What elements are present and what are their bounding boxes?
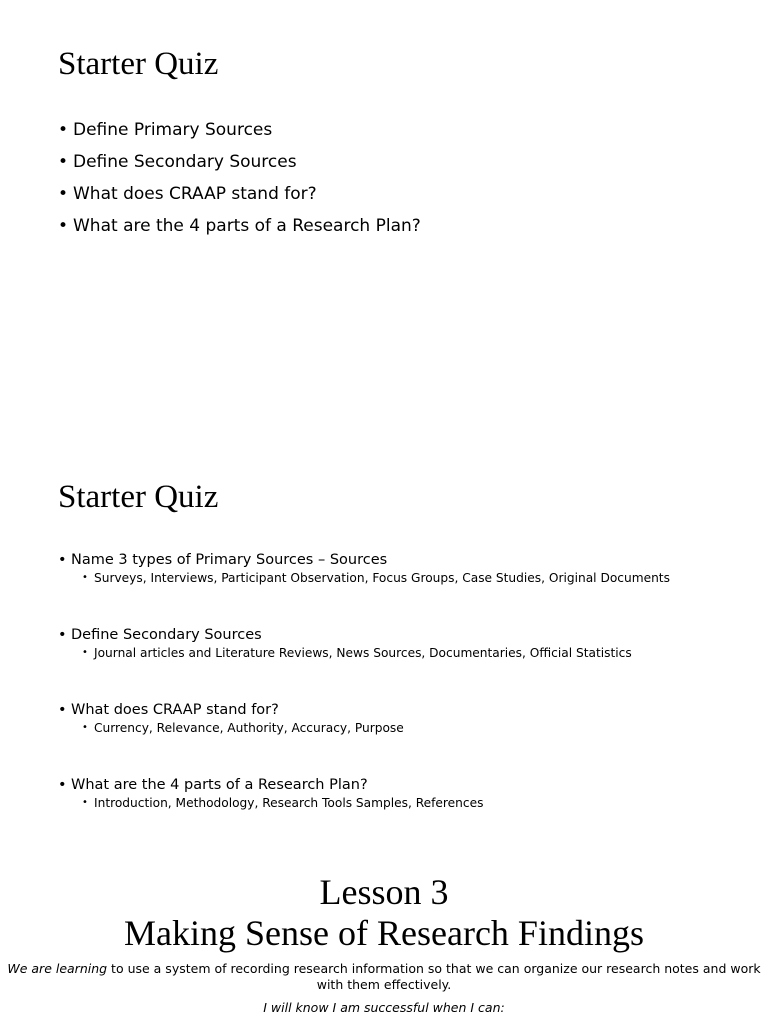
learning-objective-text: to use a system of recording research information so that we can organize our research notes and work with them effectively. <box>107 961 761 992</box>
quiz-question <box>58 625 670 645</box>
quiz-answer-text: Surveys, Interviews, Participant Observation, Focus Groups, Case Studies, Original Documents <box>94 571 670 585</box>
slide1-bullet <box>58 146 421 178</box>
bullet-dot-icon: • <box>82 647 88 658</box>
slide1-bullet-text: What does CRAAP stand for? <box>73 184 317 204</box>
success-criteria-intro: I will know I am successful when I can: <box>263 1000 505 1015</box>
quiz-answer <box>58 645 670 661</box>
quiz-answer-text: Introduction, Methodology, Research Tools Samples, References <box>94 796 484 810</box>
bullet-dot-icon: • <box>58 702 67 718</box>
slide1-bullet <box>58 114 421 146</box>
bullet-dot-icon: • <box>58 777 67 793</box>
slide1-title: Starter Quiz <box>58 46 219 82</box>
quiz-answer-text: Currency, Relevance, Authority, Accuracy, Purpose <box>94 721 404 735</box>
slide2-bullet-list <box>58 550 670 811</box>
slide2-title: Starter Quiz <box>58 479 219 515</box>
bullet-dot-icon: • <box>82 722 88 733</box>
quiz-answer <box>58 570 670 586</box>
quiz-question <box>58 700 670 720</box>
bullet-dot-icon: • <box>58 627 67 643</box>
quiz-question-text: Define Secondary Sources <box>71 627 262 643</box>
slide1-bullet-list <box>58 114 421 242</box>
lesson-title-heading: Making Sense of Research Findings <box>124 913 644 953</box>
slide1-bullet-text: Define Secondary Sources <box>73 152 297 172</box>
lesson-number-heading: Lesson 3 <box>319 872 449 912</box>
slide1-bullet-text: Define Primary Sources <box>73 120 273 140</box>
quiz-answer-text: Journal articles and Literature Reviews, News Sources, Documentaries, Official Statistics <box>94 646 632 660</box>
quiz-question <box>58 775 670 795</box>
bullet-dot-icon: • <box>58 552 67 568</box>
bullet-dot-icon: • <box>58 120 69 140</box>
quiz-question-text: What are the 4 parts of a Research Plan? <box>71 777 368 793</box>
quiz-answer <box>58 795 670 811</box>
quiz-question-text: What does CRAAP stand for? <box>71 702 279 718</box>
learning-objective-lead: We are learning <box>7 961 108 976</box>
bullet-dot-icon: • <box>58 184 69 204</box>
quiz-question-text: Name 3 types of Primary Sources – Sources <box>71 552 388 568</box>
bullet-dot-icon: • <box>58 152 69 172</box>
slide1-bullet-text: What are the 4 parts of a Research Plan? <box>73 216 421 236</box>
bullet-dot-icon: • <box>82 572 88 583</box>
bullet-dot-icon: • <box>82 797 88 808</box>
bullet-dot-icon: • <box>58 216 69 236</box>
learning-objective <box>4 961 764 993</box>
quiz-question <box>58 550 670 570</box>
slide1-bullet <box>58 210 421 242</box>
slide1-bullet <box>58 178 421 210</box>
quiz-answer <box>58 720 670 736</box>
